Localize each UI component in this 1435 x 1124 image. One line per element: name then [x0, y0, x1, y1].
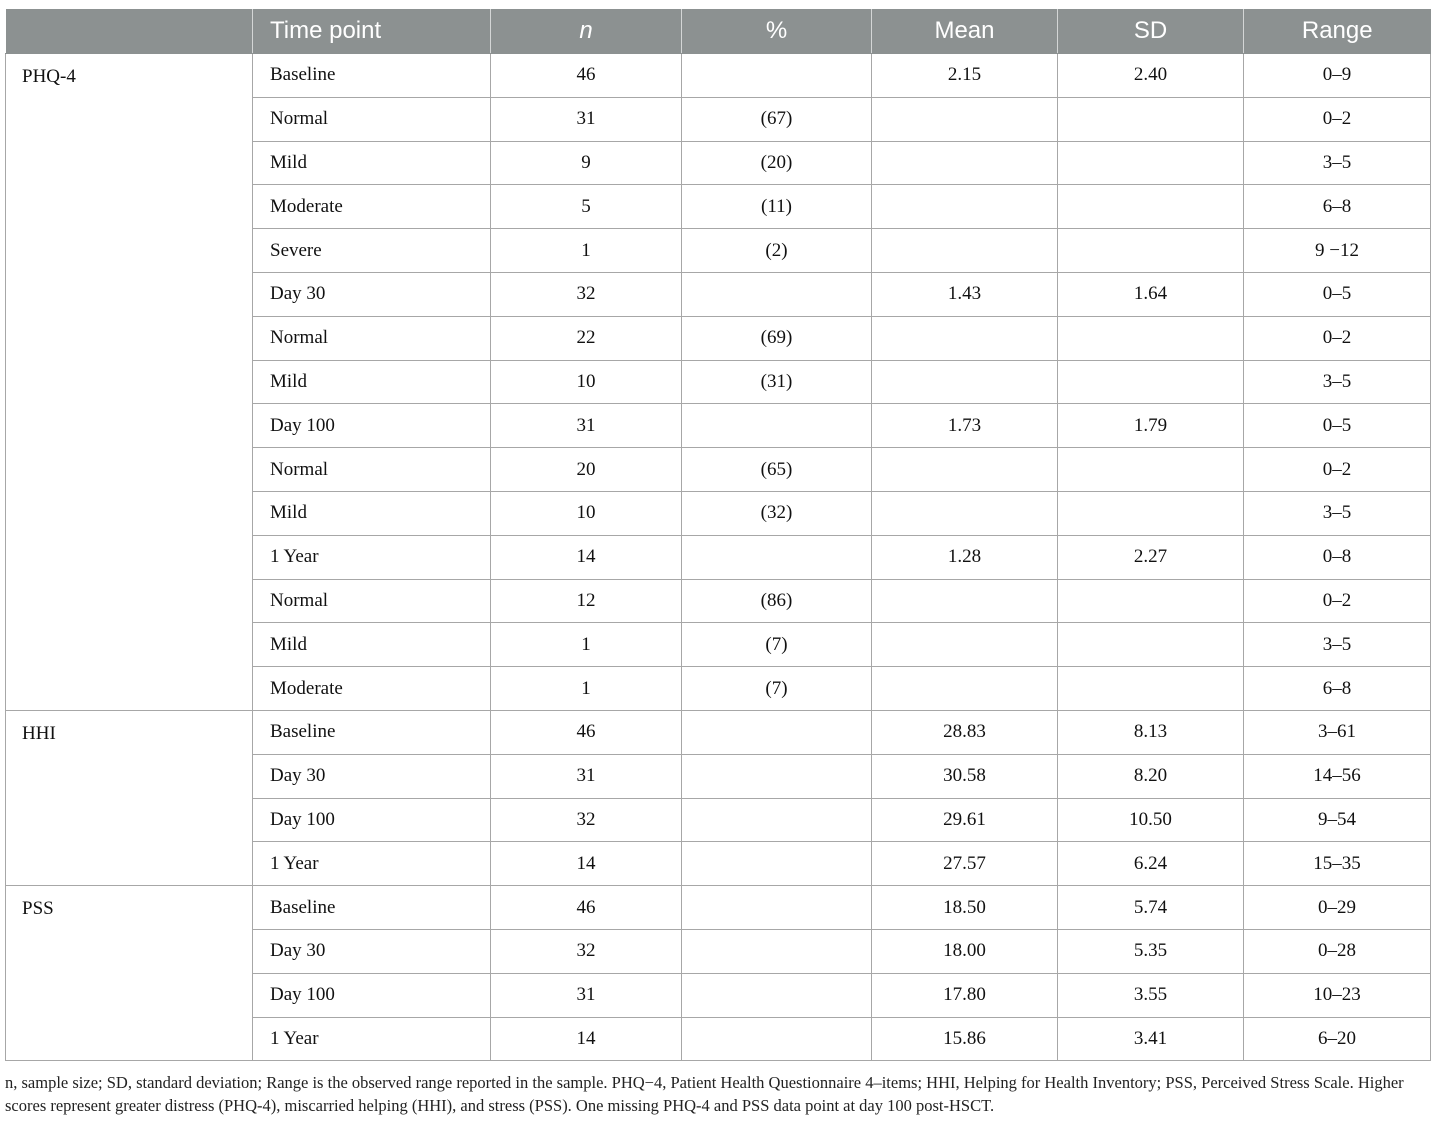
cell-time-point: Day 30 [253, 272, 491, 316]
cell-time-point: Severe [253, 229, 491, 273]
cell-time-point: 1 Year [253, 535, 491, 579]
cell-sd [1058, 97, 1244, 141]
cell-sd: 5.74 [1058, 886, 1244, 930]
cell-mean [872, 316, 1058, 360]
cell-n: 31 [491, 973, 682, 1017]
cell-range: 6–8 [1244, 185, 1431, 229]
cell-percent [682, 754, 872, 798]
header-measure [6, 9, 253, 54]
cell-mean [872, 97, 1058, 141]
cell-sd: 10.50 [1058, 798, 1244, 842]
cell-percent [682, 710, 872, 754]
cell-percent: (31) [682, 360, 872, 404]
header-time-point: Time point [253, 9, 491, 54]
header-n: n [491, 9, 682, 54]
cell-percent: (32) [682, 491, 872, 535]
data-table-container [5, 9, 1430, 1061]
cell-percent: (69) [682, 316, 872, 360]
cell-percent: (65) [682, 448, 872, 492]
cell-mean: 30.58 [872, 754, 1058, 798]
cell-percent: (11) [682, 185, 872, 229]
cell-n: 10 [491, 360, 682, 404]
cell-sd: 1.64 [1058, 272, 1244, 316]
cell-percent [682, 272, 872, 316]
cell-range: 14–56 [1244, 754, 1431, 798]
cell-range: 3–5 [1244, 491, 1431, 535]
cell-percent [682, 798, 872, 842]
cell-mean [872, 667, 1058, 711]
header-row [6, 9, 1431, 54]
cell-mean [872, 360, 1058, 404]
cell-range: 0–2 [1244, 579, 1431, 623]
cell-percent: (2) [682, 229, 872, 273]
cell-range: 9–54 [1244, 798, 1431, 842]
cell-n: 1 [491, 667, 682, 711]
cell-time-point: Normal [253, 316, 491, 360]
cell-sd: 5.35 [1058, 929, 1244, 973]
measure-label: HHI [6, 710, 253, 885]
cell-percent [682, 54, 872, 98]
cell-sd [1058, 229, 1244, 273]
cell-percent: (67) [682, 97, 872, 141]
cell-time-point: Mild [253, 623, 491, 667]
cell-percent [682, 973, 872, 1017]
cell-time-point: Moderate [253, 667, 491, 711]
cell-time-point: Mild [253, 141, 491, 185]
cell-percent [682, 842, 872, 886]
cell-mean: 17.80 [872, 973, 1058, 1017]
cell-mean [872, 491, 1058, 535]
cell-percent [682, 1017, 872, 1061]
cell-sd: 2.40 [1058, 54, 1244, 98]
cell-n: 20 [491, 448, 682, 492]
cell-mean: 28.83 [872, 710, 1058, 754]
cell-time-point: Baseline [253, 710, 491, 754]
cell-n: 14 [491, 1017, 682, 1061]
cell-n: 46 [491, 710, 682, 754]
cell-sd: 6.24 [1058, 842, 1244, 886]
cell-time-point: Day 30 [253, 929, 491, 973]
cell-percent [682, 404, 872, 448]
cell-percent: (86) [682, 579, 872, 623]
table-body [6, 54, 1431, 1061]
cell-range: 0–2 [1244, 97, 1431, 141]
cell-time-point: Day 100 [253, 798, 491, 842]
cell-n: 32 [491, 272, 682, 316]
cell-n: 32 [491, 929, 682, 973]
cell-time-point: Baseline [253, 54, 491, 98]
cell-time-point: Day 30 [253, 754, 491, 798]
cell-sd: 3.55 [1058, 973, 1244, 1017]
cell-n: 46 [491, 886, 682, 930]
cell-range: 3–5 [1244, 360, 1431, 404]
cell-percent: (20) [682, 141, 872, 185]
cell-sd [1058, 360, 1244, 404]
cell-n: 14 [491, 535, 682, 579]
cell-percent [682, 886, 872, 930]
table-footnote: n, sample size; SD, standard deviation; Range is the observed range reported in the sample. PHQ−4, Patient Health Questionnaire 4–items; HHI, Helping for Health Inventory; PSS, Perceived Stress Scale. Higher scores represent greater distress (PHQ-4), miscarried helping (HHI), and stress (PSS). One missing PHQ-4 and PSS data point at day 100 post-HSCT. [5, 1073, 1404, 1115]
cell-sd [1058, 667, 1244, 711]
cell-range: 0–28 [1244, 929, 1431, 973]
cell-range: 0–5 [1244, 404, 1431, 448]
cell-percent: (7) [682, 667, 872, 711]
cell-time-point: Day 100 [253, 404, 491, 448]
cell-sd [1058, 491, 1244, 535]
cell-mean: 2.15 [872, 54, 1058, 98]
cell-sd [1058, 141, 1244, 185]
table-row [6, 710, 1431, 754]
cell-range: 0–8 [1244, 535, 1431, 579]
cell-time-point: Normal [253, 448, 491, 492]
cell-range: 10–23 [1244, 973, 1431, 1017]
table-row [6, 54, 1431, 98]
header-percent: % [682, 9, 872, 54]
cell-sd: 8.20 [1058, 754, 1244, 798]
measure-label: PHQ-4 [6, 54, 253, 711]
cell-n: 1 [491, 623, 682, 667]
cell-mean [872, 448, 1058, 492]
cell-percent [682, 929, 872, 973]
cell-sd: 1.79 [1058, 404, 1244, 448]
cell-mean: 1.43 [872, 272, 1058, 316]
cell-mean: 1.28 [872, 535, 1058, 579]
cell-mean [872, 579, 1058, 623]
header-range: Range [1244, 9, 1431, 54]
cell-n: 31 [491, 404, 682, 448]
cell-n: 22 [491, 316, 682, 360]
cell-mean: 27.57 [872, 842, 1058, 886]
measure-label: PSS [6, 886, 253, 1061]
descriptive-statistics-table [5, 9, 1431, 1061]
cell-n: 1 [491, 229, 682, 273]
cell-mean: 18.50 [872, 886, 1058, 930]
header-mean: Mean [872, 9, 1058, 54]
cell-n: 5 [491, 185, 682, 229]
cell-mean [872, 141, 1058, 185]
cell-range: 0–29 [1244, 886, 1431, 930]
cell-range: 3–5 [1244, 623, 1431, 667]
cell-range: 9 −12 [1244, 229, 1431, 273]
cell-n: 14 [491, 842, 682, 886]
cell-percent [682, 535, 872, 579]
cell-n: 31 [491, 97, 682, 141]
cell-sd [1058, 579, 1244, 623]
cell-range: 15–35 [1244, 842, 1431, 886]
table-row [6, 886, 1431, 930]
cell-time-point: 1 Year [253, 1017, 491, 1061]
cell-range: 6–8 [1244, 667, 1431, 711]
cell-time-point: Mild [253, 491, 491, 535]
cell-range: 3–61 [1244, 710, 1431, 754]
cell-time-point: 1 Year [253, 842, 491, 886]
cell-time-point: Moderate [253, 185, 491, 229]
cell-mean [872, 623, 1058, 667]
cell-sd [1058, 316, 1244, 360]
cell-n: 12 [491, 579, 682, 623]
cell-time-point: Baseline [253, 886, 491, 930]
cell-n: 31 [491, 754, 682, 798]
cell-n: 10 [491, 491, 682, 535]
cell-mean: 15.86 [872, 1017, 1058, 1061]
cell-sd [1058, 185, 1244, 229]
cell-range: 0–2 [1244, 316, 1431, 360]
cell-sd [1058, 623, 1244, 667]
cell-time-point: Mild [253, 360, 491, 404]
cell-range: 6–20 [1244, 1017, 1431, 1061]
cell-mean: 18.00 [872, 929, 1058, 973]
cell-range: 3–5 [1244, 141, 1431, 185]
cell-mean [872, 185, 1058, 229]
cell-sd: 3.41 [1058, 1017, 1244, 1061]
cell-range: 0–9 [1244, 54, 1431, 98]
cell-sd: 2.27 [1058, 535, 1244, 579]
cell-sd [1058, 448, 1244, 492]
cell-time-point: Normal [253, 97, 491, 141]
header-sd: SD [1058, 9, 1244, 54]
cell-mean: 1.73 [872, 404, 1058, 448]
cell-range: 0–5 [1244, 272, 1431, 316]
cell-mean [872, 229, 1058, 273]
cell-n: 46 [491, 54, 682, 98]
cell-range: 0–2 [1244, 448, 1431, 492]
cell-n: 32 [491, 798, 682, 842]
cell-mean: 29.61 [872, 798, 1058, 842]
cell-time-point: Normal [253, 579, 491, 623]
cell-time-point: Day 100 [253, 973, 491, 1017]
cell-percent: (7) [682, 623, 872, 667]
cell-sd: 8.13 [1058, 710, 1244, 754]
cell-n: 9 [491, 141, 682, 185]
